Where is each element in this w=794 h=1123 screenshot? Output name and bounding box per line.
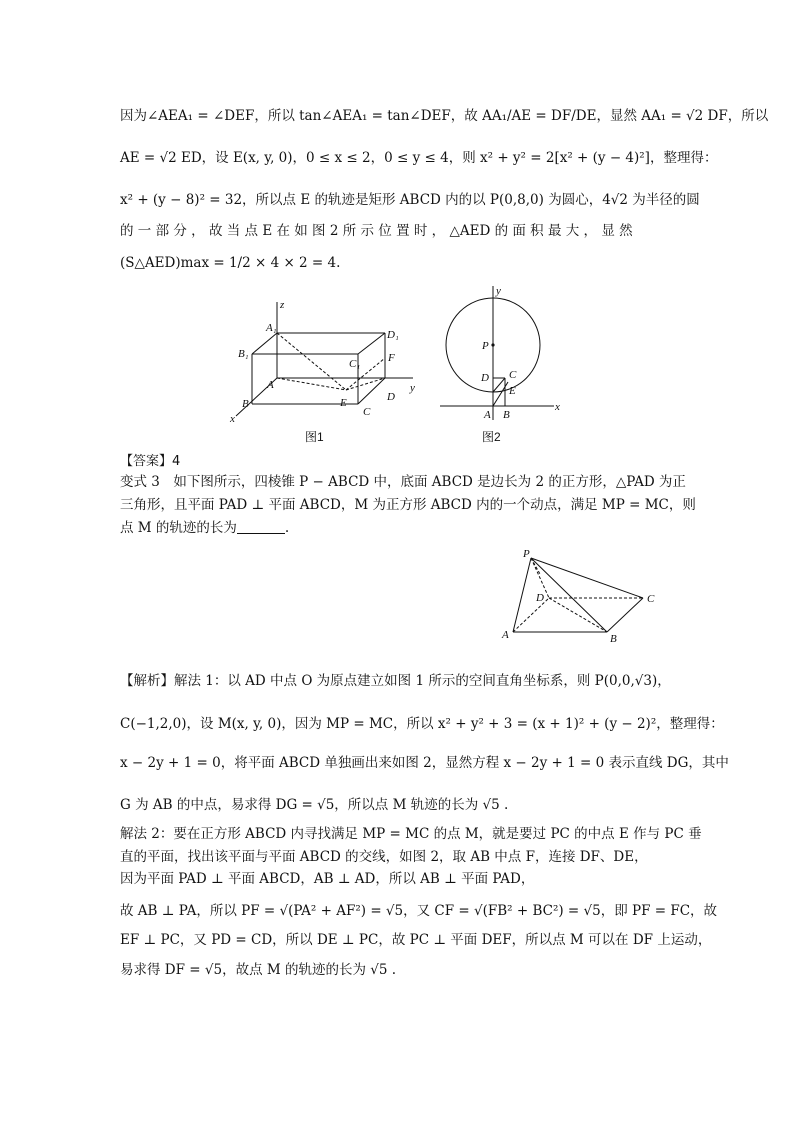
fig1-label: z <box>280 299 285 311</box>
answer-blank <box>237 521 285 534</box>
pyramid-label: B <box>610 633 617 645</box>
text-line: 因为∠AEA₁ = ∠DEF，所以 tan∠AEA₁ = tan∠DEF，故 AA₁/AE = DF/DE，显然 AA₁ = √2 DF，所以 <box>120 108 769 124</box>
answer-line: 【答案】4 <box>120 454 181 469</box>
text-line: (S△AED)max = 1/2 × 4 × 2 = 4. <box>120 255 341 271</box>
figure-1-box <box>228 294 428 429</box>
text-line: 解法 2：要在正方形 ABCD 内寻找满足 MP = MC 的点 M，就是要过 PC 的中点 E 作与 PC 垂 <box>120 826 702 842</box>
text-line: 因为平面 PAD ⊥ 平面 ABCD，AB ⊥ AD，所以 AB ⊥ 平面 PAD， <box>120 871 535 887</box>
fig2-label: B <box>503 409 510 421</box>
fig1-label: D₁ <box>387 329 399 341</box>
fig1-label: A <box>267 379 274 391</box>
text-line: 直的平面，找出该平面与平面 ABCD 的交线，如图 2，取 AB 中点 F，连接 DF、DE， <box>120 849 648 865</box>
text-line: 的 一 部 分 ， 故 当 点 E 在 如 图 2 所 示 位 置 时 ， △AED 的 面 积 最 大 ， 显 然 <box>120 223 633 239</box>
figure-pyramid <box>500 546 670 646</box>
text-line: 故 AB ⊥ PA，所以 PF = √(PA² + AF²) = √5，又 CF = √(FB² + BC²) = √5，即 PF = FC，故 <box>120 903 718 919</box>
text-line: AE = √2 ED，设 E(x, y, 0)，0 ≤ x ≤ 2，0 ≤ y ≤ 4，则 x² + y² = 2[x² + (y − 4)²]，整理得： <box>120 150 718 166</box>
fig2-label: D <box>481 372 489 384</box>
question-line <box>120 519 680 537</box>
fig1-label: y <box>410 382 415 394</box>
figure-2-caption: 图2 <box>482 430 501 444</box>
fig2-label: C <box>509 369 517 381</box>
fig2-label: P <box>482 340 489 352</box>
fig1-label: x <box>230 413 235 425</box>
text-line: 三角形，且平面 PAD ⊥ 平面 ABCD，M 为正方形 ABCD 内的一个动点，满足 MP = MC，则 <box>120 497 696 513</box>
fig2-label: y <box>496 285 501 297</box>
pyramid-label: A <box>502 629 509 641</box>
question-end: . <box>284 520 290 536</box>
fig1-label: A₁ <box>266 322 277 334</box>
figure-1-caption: 图1 <box>305 430 324 444</box>
fig2-label: E <box>509 385 516 397</box>
question-text: 点 M 的轨迹的长为 <box>120 520 237 536</box>
fig2-label: A <box>484 409 491 421</box>
figure-2-circle <box>436 282 566 422</box>
pyramid-label: C <box>647 593 655 605</box>
fig1-label: C₁ <box>349 358 361 370</box>
fig1-label: F <box>388 352 395 364</box>
text-line: G 为 AB 的中点，易求得 DG = √5，所以点 M 轨迹的长为 √5 . <box>120 797 509 813</box>
text-line: x − 2y + 1 = 0，将平面 ABCD 单独画出来如图 2，显然方程 x − 2y + 1 = 0 表示直线 DG，其中 <box>120 755 729 771</box>
fig1-label: B <box>242 398 249 410</box>
text-line: 易求得 DF = √5，故点 M 的轨迹的长为 √5 . <box>120 962 397 978</box>
fig1-label: B₁ <box>238 348 249 360</box>
pyramid-label: D <box>536 592 544 604</box>
text-line: EF ⊥ PC，又 PD = CD，所以 DE ⊥ PC，故 PC ⊥ 平面 DEF，所以点 M 可以在 DF 上运动， <box>120 932 712 948</box>
fig1-label: D <box>387 391 395 403</box>
text-line: 【解析】解法 1：以 AD 中点 O 为原点建立如图 1 所示的空间直角坐标系，则 P(0,0,√3)， <box>120 673 671 689</box>
fig1-label: C <box>363 406 371 418</box>
text-line: C(−1,2,0)，设 M(x, y, 0)，因为 MP = MC，所以 x² + y² + 3 = (x + 1)² + (y − 2)²，整理得： <box>120 716 724 732</box>
text-line: x² + (y − 8)² = 32，所以点 E 的轨迹是矩形 ABCD 内的以 P(0,8,0) 为圆心，4√2 为半径的圆 <box>120 192 700 208</box>
fig1-label: E <box>340 397 347 409</box>
pyramid-label: P <box>523 548 530 560</box>
text-line: 变式 3 如下图所示，四棱锥 P − ABCD 中，底面 ABCD 是边长为 2 的正方形，△PAD 为正 <box>120 474 686 490</box>
fig2-label: x <box>555 401 560 413</box>
